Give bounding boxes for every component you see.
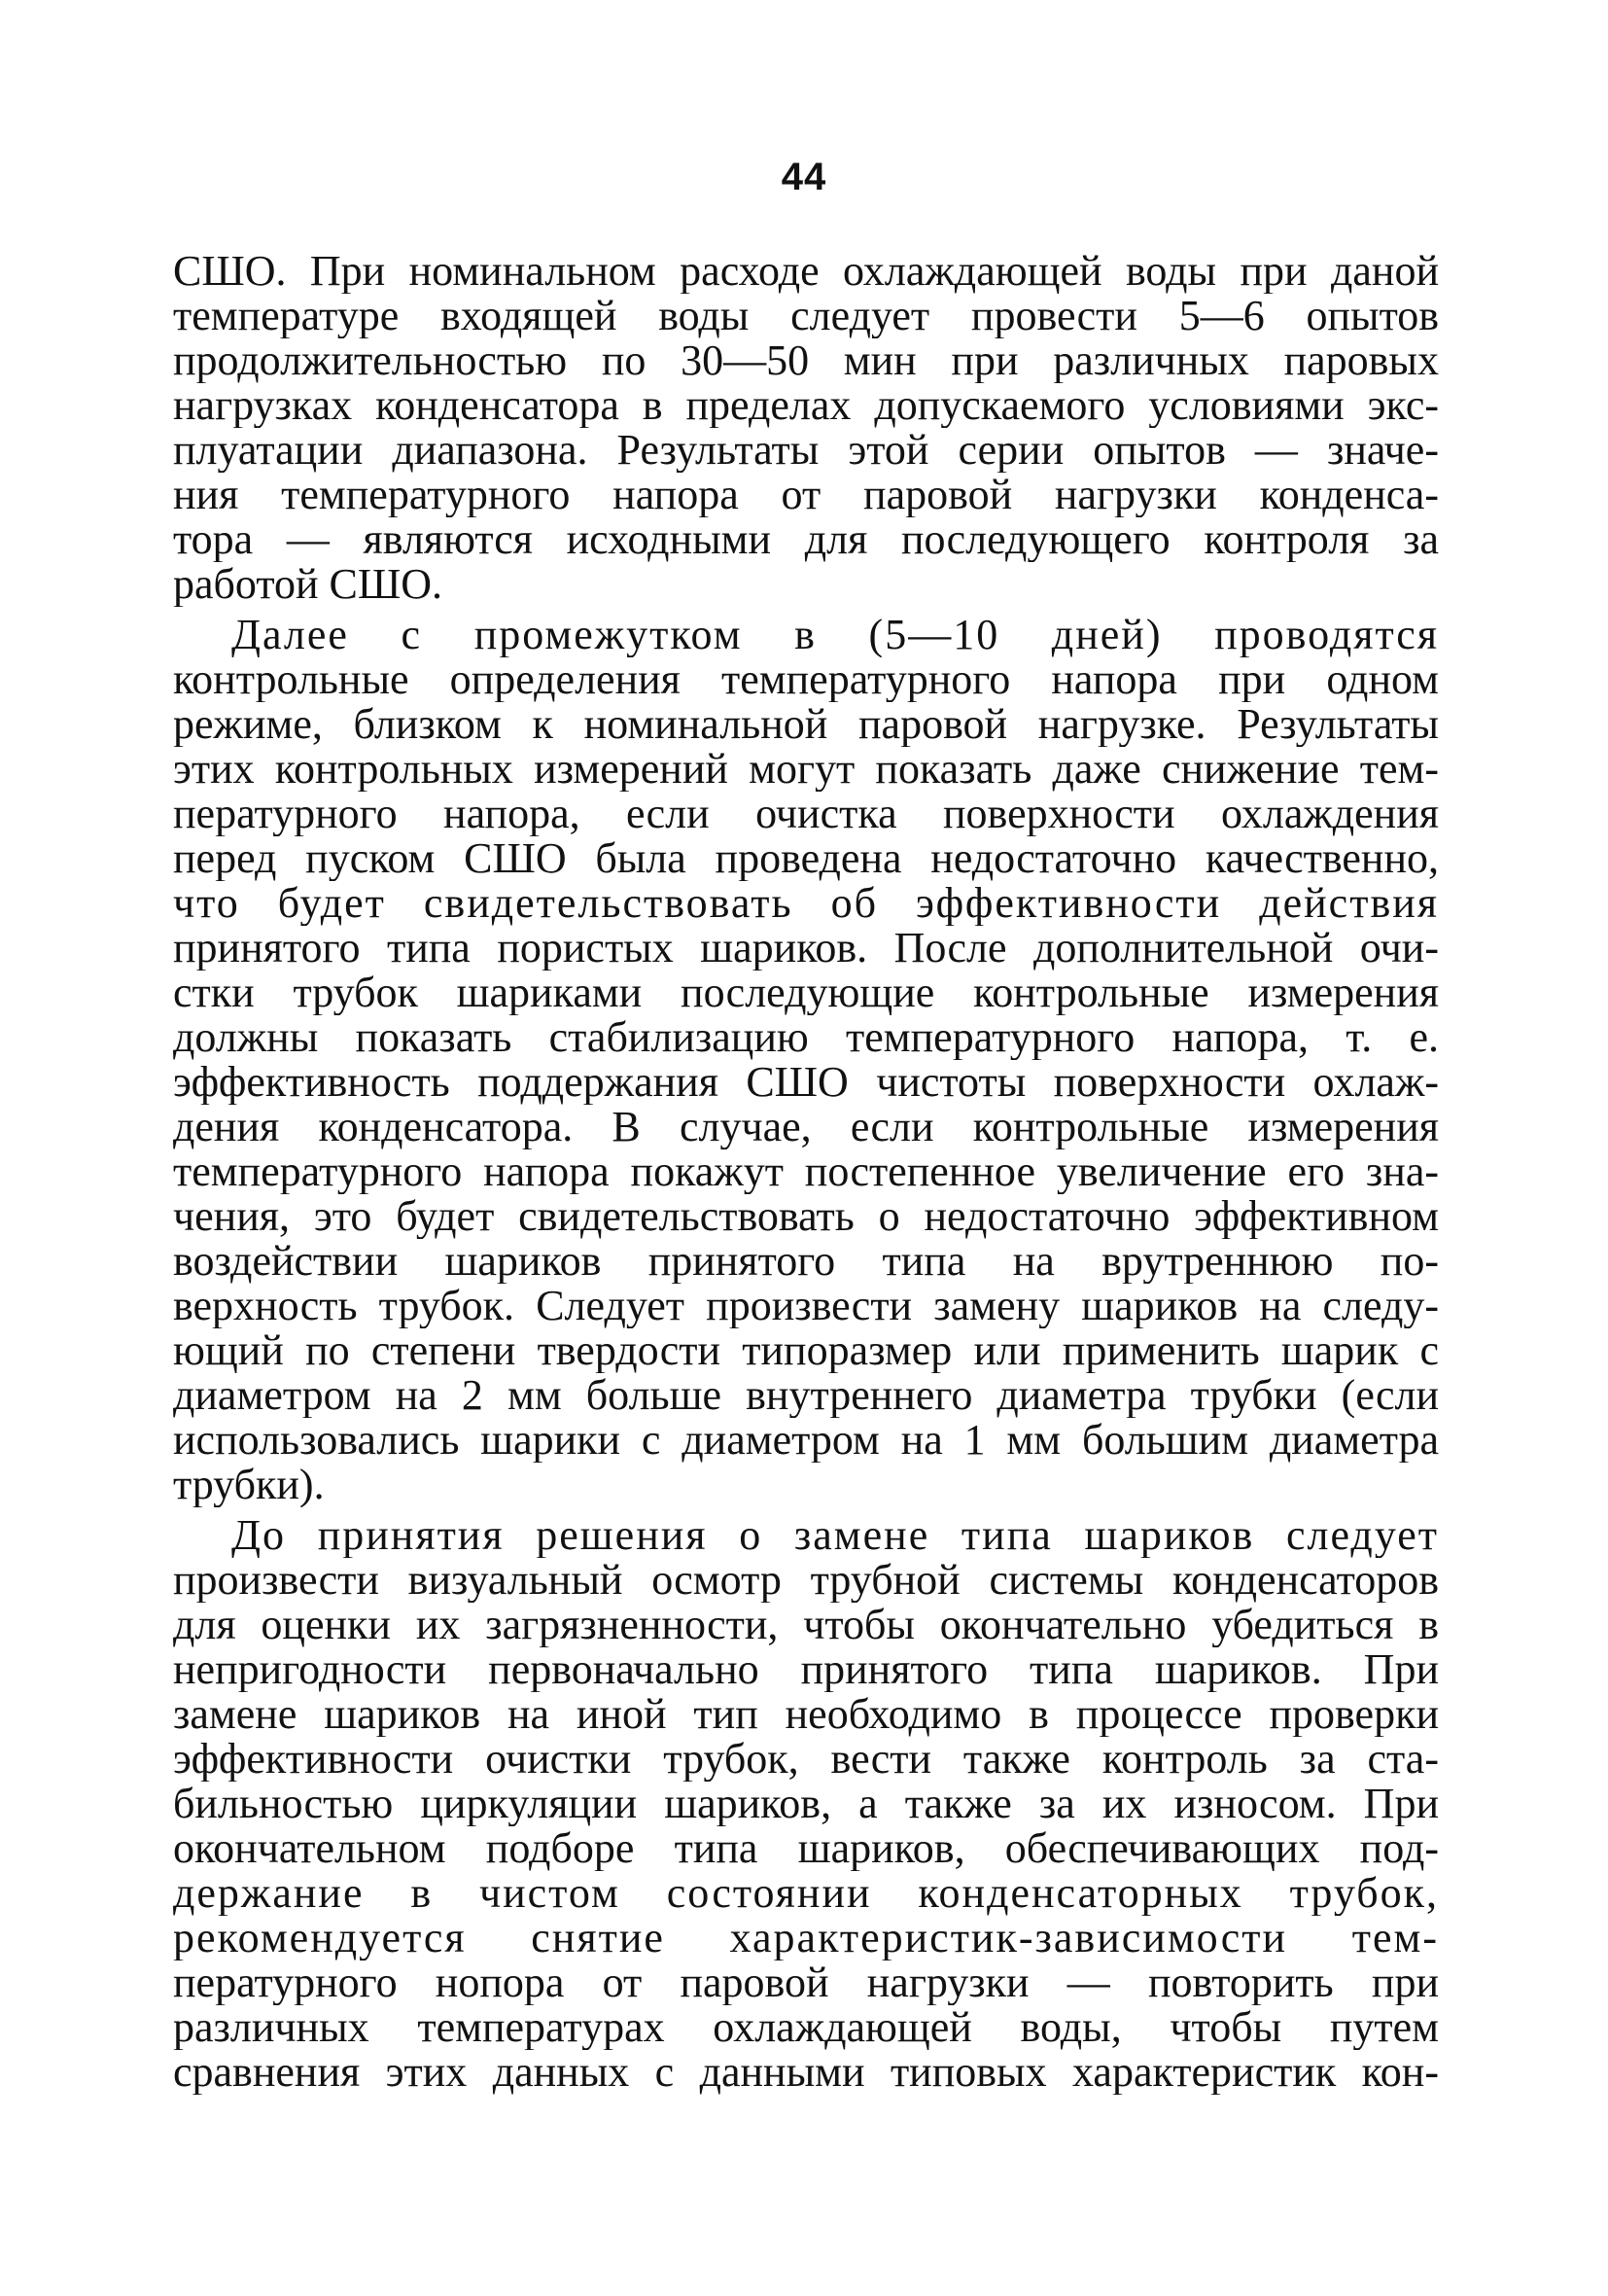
- text-line: замене шариков на иной тип необходимо в процессе проверки: [173, 1692, 1439, 1737]
- text-line: что будет свидетельствовать об эффективности действия: [173, 881, 1439, 926]
- text-line: верхность трубок. Следует произвести замену шариков на следу-: [173, 1284, 1439, 1328]
- text-line: для оценки их загрязненности, чтобы окончательно убедиться в: [173, 1603, 1439, 1647]
- text-line: непригодности первоначально принятого типа шариков. При: [173, 1647, 1439, 1692]
- text-line: пературного напора, если очистка поверхности охлаждения: [173, 792, 1439, 836]
- text-line: продолжительностью по 30—50 мин при различных паровых: [173, 338, 1439, 383]
- paragraph-3: [173, 1513, 1439, 2095]
- text-line: До принятия решения о замене типа шариков следует: [231, 1513, 1439, 1558]
- text-line: воздействии шариков принятого типа на врутреннюю по-: [173, 1239, 1439, 1284]
- text-line: окончательном подборе типа шариков, обеспечивающих под-: [173, 1826, 1439, 1871]
- text-line: должны показать стабилизацию температурного напора, т. е.: [173, 1015, 1439, 1060]
- text-line: чения, это будет свидетельствовать о недостаточно эффективном: [173, 1194, 1439, 1239]
- text-line: диаметром на 2 мм больше внутреннего диаметра трубки (если: [173, 1373, 1439, 1418]
- text-line: СШО. При номинальном расходе охлаждающей воды при даной: [173, 249, 1439, 294]
- body-text: [173, 249, 1439, 2095]
- text-line: принятого типа пористых шариков. После дополнительной очи-: [173, 926, 1439, 971]
- text-line: дения конденсатора. В случае, если контрольные измерения: [173, 1105, 1439, 1149]
- text-line: эффективность поддержания СШО чистоты поверхности охлаж-: [173, 1060, 1439, 1105]
- text-line: температурного напора покажут постепенное увеличение его зна-: [173, 1149, 1439, 1194]
- text-line: перед пуском СШО была проведена недостаточно качественно,: [173, 836, 1439, 881]
- paragraph-2: [173, 613, 1439, 1507]
- text-line: ющий по степени твердости типоразмер или применить шарик с: [173, 1328, 1439, 1373]
- text-line: температуре входящей воды следует провести 5—6 опытов: [173, 294, 1439, 338]
- text-line: эффективности очистки трубок, вести также контроль за ста-: [173, 1737, 1439, 1782]
- text-line: различных температурах охлаждающей воды, чтобы путем: [173, 2005, 1439, 2050]
- text-line: этих контрольных измерений могут показать даже снижение тем-: [173, 747, 1439, 792]
- text-line: плуатации диапазона. Результаты этой серии опытов — значе-: [173, 428, 1439, 473]
- text-line: бильностью циркуляции шариков, а также за их износом. При: [173, 1782, 1439, 1826]
- text-line: режиме, близком к номинальной паровой нагрузке. Результаты: [173, 702, 1439, 747]
- text-line: рекомендуется снятие характеристик-зависимости тем-: [173, 1916, 1439, 1960]
- text-line: работой СШО.: [173, 562, 443, 607]
- text-line: стки трубок шариками последующие контрольные измерения: [173, 971, 1439, 1015]
- text-line: произвести визуальный осмотр трубной системы конденсаторов: [173, 1558, 1439, 1603]
- text-line: контрольные определения температурного напора при одном: [173, 657, 1439, 702]
- text-line: использовались шарики с диаметром на 1 мм большим диаметра: [173, 1418, 1439, 1463]
- text-line: сравнения этих данных с данными типовых характеристик кон-: [173, 2050, 1439, 2095]
- text-line: Далее с промежутком в (5—10 дней) проводятся: [231, 613, 1439, 657]
- text-line: пературного нопора от паровой нагрузки — повторить при: [173, 1960, 1439, 2005]
- text-line: нагрузках конденсатора в пределах допускаемого условиями экс-: [173, 383, 1439, 428]
- text-line: держание в чистом состоянии конденсаторных трубок,: [173, 1871, 1439, 1916]
- text-line: трубки).: [173, 1463, 325, 1507]
- page-number: 44: [781, 156, 827, 198]
- paragraph-1: [173, 249, 1439, 607]
- text-line: ния температурного напора от паровой нагрузки конденса-: [173, 473, 1439, 517]
- text-line: тора — являются исходными для последующего контроля за: [173, 517, 1439, 562]
